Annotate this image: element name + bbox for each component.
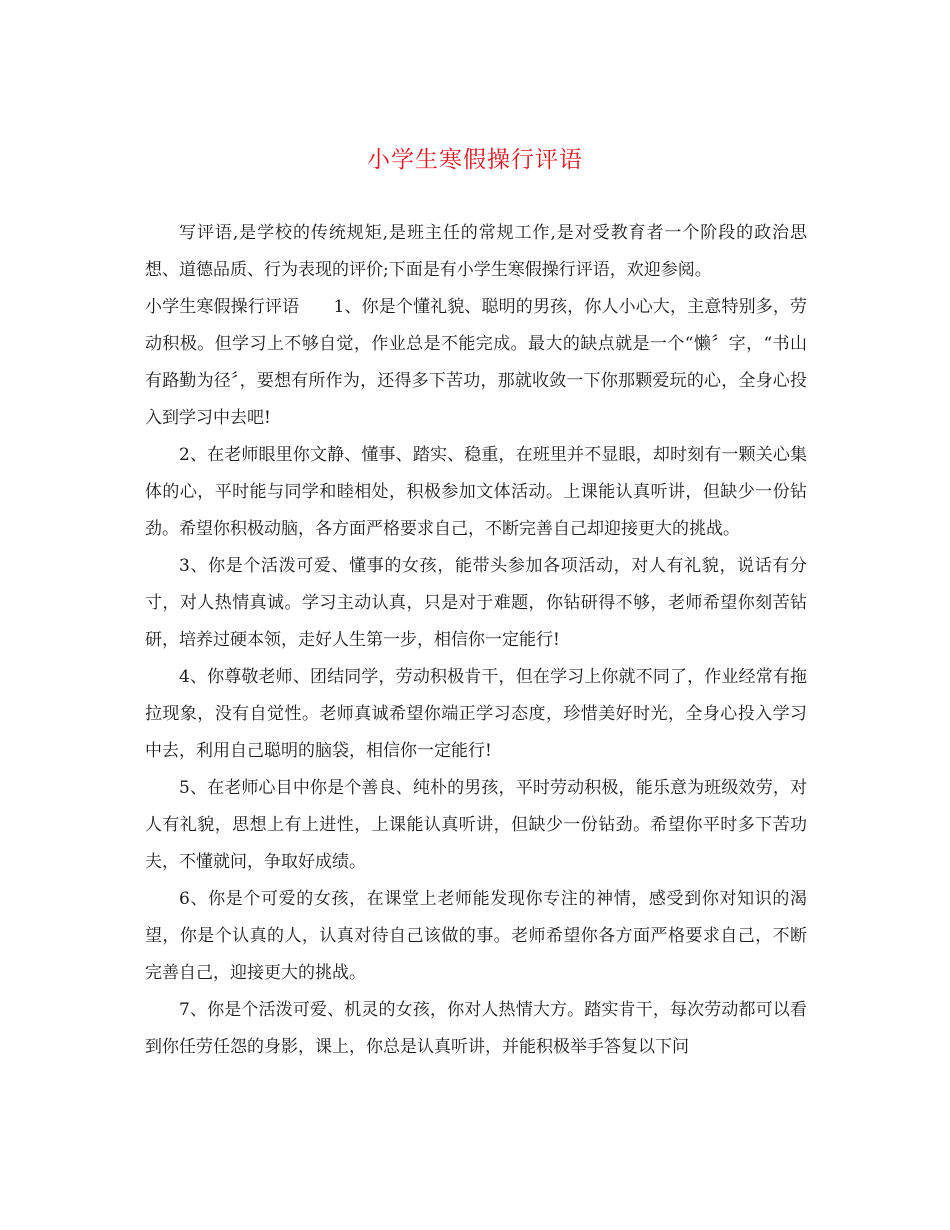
paragraph-comment-6: 6、你是个可爱的女孩，在课堂上老师能发现你专注的神情，感受到你对知识的渴望，你是个认真的人，认真对待自己该做的事。老师希望你各方面严格要求自己，不断完善自己，迎接更大的挑战。 [145,889,807,983]
paragraph-comment-1: 小学生寒假操行评语 1、你是个懂礼貌、聪明的男孩，你人小心大，主意特别多，劳动积极。但学习上不够自觉，作业总是不能完成。最大的缺点就是一个“懒〞字，“书山有路勤为径〞，要想有所作为，还得多下苦功，那就收敛一下你那颗爱玩的心，全身心投入到学习中去吧! [145,297,807,428]
paragraph-comment-4: 4、你尊敬老师、团结同学，劳动积极肯干，但在学习上你就不同了，作业经常有拖拉现象，没有自觉性。老师真诚希望你端正学习态度，珍惜美好时光，全身心投入学习中去，利用自己聪明的脑袋，相信你一定能行! [145,667,807,761]
paragraph-comment-3: 3、你是个活泼可爱、懂事的女孩，能带头参加各项活动，对人有礼貌，说话有分寸，对人热情真诚。学习主动认真，只是对于难题，你钻研得不够，老师希望你刻苦钻研，培养过硬本领，走好人生第一步，相信你一定能行! [145,556,807,650]
paragraph-comment-2: 2、在老师眼里你文静、懂事、踏实、稳重，在班里并不显眼，却时刻有一颗关心集体的心，平时能与同学和睦相处，积极参加文体活动。上课能认真听讲，但缺少一份钻劲。希望你积极动脑，各方面严格要求自己，不断完善自己却迎接更大的挑战。 [145,445,807,539]
document-body [145,215,807,1066]
paragraph-comment-7: 7、你是个活泼可爱、机灵的女孩，你对人热情大方。踏实肯干，每次劳动都可以看到你任劳任怨的身影，课上，你总是认真听讲，并能积极举手答复以下问 [145,1000,807,1057]
paragraph-comment-5: 5、在老师心目中你是个善良、纯朴的男孩，平时劳动积极，能乐意为班级效劳，对人有礼貌，思想上有上进性，上课能认真听讲，但缺少一份钻劲。希望你平时多下苦功夫，不懂就问，争取好成绩。 [145,778,807,872]
paragraph-intro: 写评语,是学校的传统规矩,是班主任的常规工作,是对受教育者一个阶段的政治思想、道德品质、行为表现的评价;下面是有小学生寒假操行评语，欢迎参阅。 [145,223,807,280]
document-title: 小学生寒假操行评语 [367,147,583,173]
